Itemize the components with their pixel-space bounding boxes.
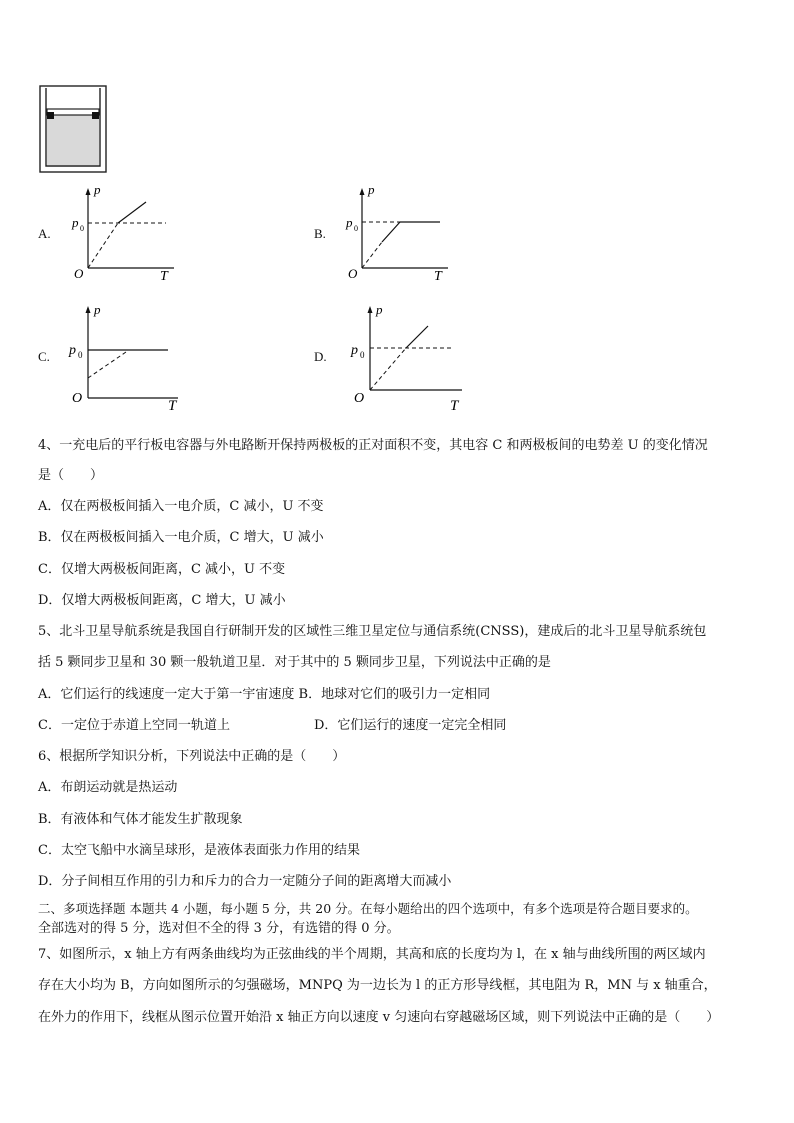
p-axis-label: p <box>94 302 101 317</box>
t-axis-label: T <box>450 398 459 414</box>
q4-stem: 4、一充电后的平行板电容器与外电路断开保持两极板的正对面积不变，其电容 C 和两极板间的电势差 U 的变化情况 <box>38 438 708 453</box>
p0-subscript: 0 <box>78 350 83 360</box>
graph-c <box>68 300 194 414</box>
q5-option-c: C．一定位于赤道上空同一轨道上 <box>38 718 230 733</box>
origin-label: O <box>72 391 83 406</box>
q5-option-d: D．它们运行的速度一定完全相同 <box>314 718 507 733</box>
q6-option-a: A．布朗运动就是热运动 <box>38 780 178 795</box>
graph-a <box>70 182 190 282</box>
q4-option-c: C．仅增大两极板间距离，C 减小，U 不变 <box>38 562 286 577</box>
q5-stem: 5、北斗卫星导航系统是我国自行研制开发的区域性三维卫星定位与通信系统(CNSS)，建成后的北斗卫星导航系统包 <box>38 624 707 639</box>
p0-label: p <box>69 343 76 358</box>
q7-stem-line3: 在外力的作用下，线框从图示位置开始沿 x 轴正方向以速度 v 匀速向右穿越磁场区域，则下列说法中正确的是（ ） <box>38 1010 720 1025</box>
option-d-label: D. <box>314 349 327 364</box>
p-axis-label: p <box>94 182 101 197</box>
q7-stem-line2: 存在大小均为 B，方向如图所示的匀强磁场，MNPQ 为一边长为 l 的正方形导线框，其电阻为 R，MN 与 x 轴重合， <box>38 978 717 993</box>
q6-option-b: B．有液体和气体才能发生扩散现象 <box>38 812 243 827</box>
q7-stem-line1: 7、如图所示，x 轴上方有两条曲线均为正弦曲线的半个周期，其高和底的长度均为 l，在 x 轴与曲线所围的两区域内 <box>38 947 706 962</box>
origin-label: O <box>74 266 84 281</box>
option-b-label: B. <box>314 226 326 241</box>
p-axis-label: p <box>376 302 383 317</box>
q4-stem-cont: 是（ ） <box>38 468 104 483</box>
p0-subscript: 0 <box>354 224 358 233</box>
q4-option-d: D．仅增大两极板间距离，C 增大，U 减小 <box>38 593 286 608</box>
section-2-heading: 二、多项选择题 本题共 4 小题，每小题 5 分，共 20 分。在每小题给出的四个选项中，有多个选项是符合题目要求的。 <box>38 901 698 916</box>
p0-subscript: 0 <box>360 350 365 360</box>
graph-d <box>350 300 476 414</box>
cylinder-figure <box>38 84 110 176</box>
p-axis-label: p <box>368 182 375 197</box>
q6-option-d: D．分子间相互作用的引力和斥力的合力一定随分子间的距离增大而减小 <box>38 874 452 889</box>
p0-label: p <box>346 215 353 230</box>
p0-subscript: 0 <box>80 224 84 233</box>
p0-label: p <box>351 343 358 358</box>
p0-label: p <box>72 215 79 230</box>
graph-b <box>344 182 464 282</box>
t-axis-label: T <box>160 269 168 282</box>
section-2-instructions: 全部选对的得 5 分，选对但不全的得 3 分，有选错的得 0 分。 <box>38 921 400 936</box>
q6-stem: 6、根据所学知识分析，下列说法中正确的是（ ） <box>38 749 346 764</box>
origin-label: O <box>348 266 358 281</box>
q5-stem-cont: 括 5 颗同步卫星和 30 颗一般轨道卫星．对于其中的 5 颗同步卫星，下列说法中正确的是 <box>38 655 551 670</box>
option-c-label: C. <box>38 349 50 364</box>
t-axis-label: T <box>168 398 177 414</box>
q6-option-c: C．太空飞船中水滴呈球形，是液体表面张力作用的结果 <box>38 843 360 858</box>
t-axis-label: T <box>434 269 442 282</box>
origin-label: O <box>354 391 365 406</box>
option-a-label: A. <box>38 226 51 241</box>
q4-option-a: A．仅在两极板间插入一电介质，C 减小，U 不变 <box>38 499 324 514</box>
q5-option-ab: A．它们运行的线速度一定大于第一宇宙速度 B．地球对它们的吸引力一定相同 <box>38 687 491 702</box>
q4-option-b: B．仅在两极板间插入一电介质，C 增大，U 减小 <box>38 530 324 545</box>
